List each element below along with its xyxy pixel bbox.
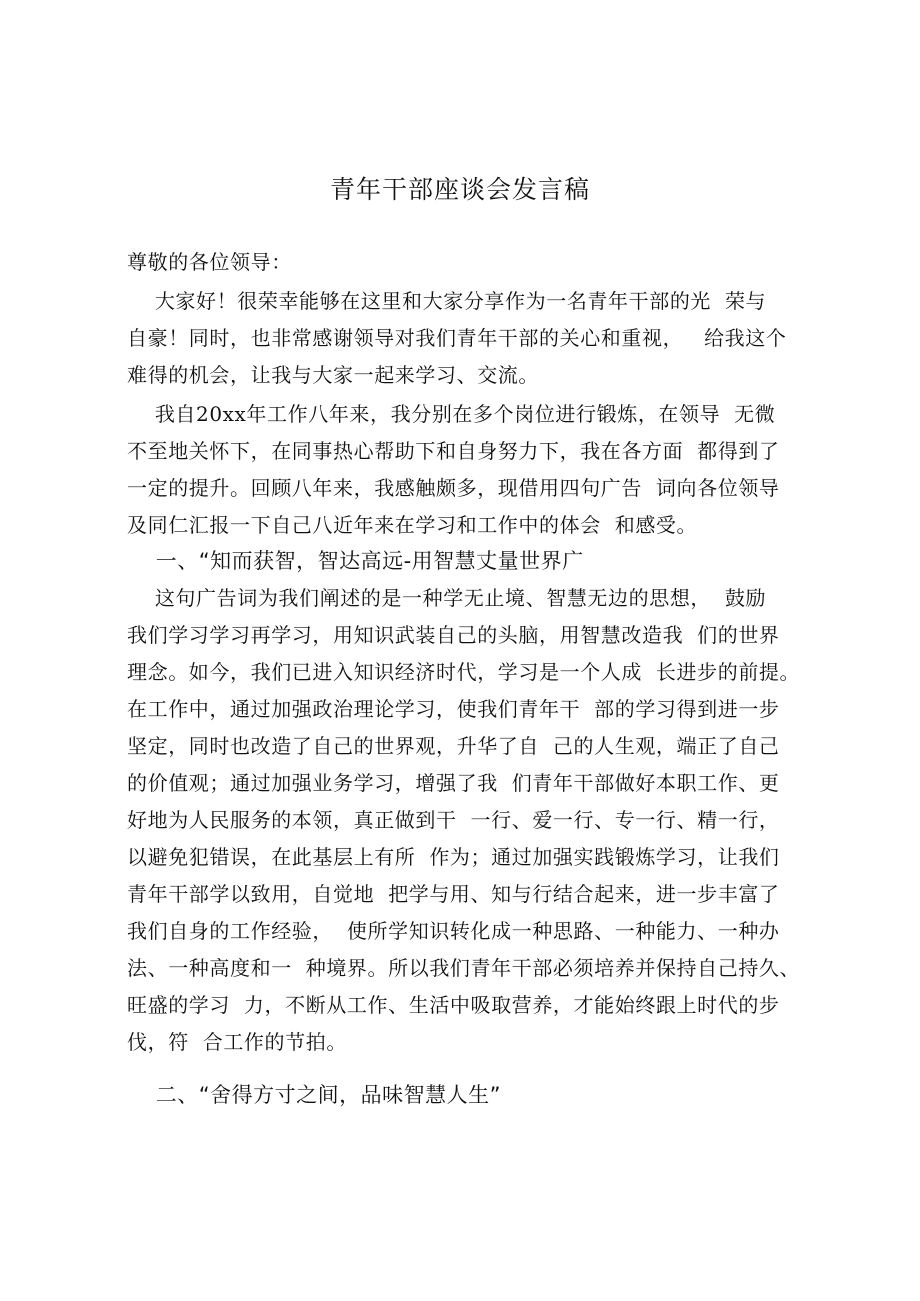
paragraph-line: 及同仁汇报一下自己八近年来在学习和工作中的体会 和感受。 [127, 513, 698, 537]
paragraph-line: 我们学习学习再学习，用知识武装自己的头脑，用智慧改造我 们的世界 [127, 623, 780, 647]
paragraph-line: 理念。如今，我们已进入知识经济时代，学习是一个人成 长进步的前提。 [127, 660, 801, 684]
paragraph-line: 法、一种高度和一 种境界。所以我们青年干部必须培养并保持自己持久、 [127, 956, 801, 980]
paragraph-line: 这句广告词为我们阐述的是一种学无止境、智慧无边的思想， 鼓励 [127, 586, 767, 610]
paragraph-line: 自豪！同时，也非常感谢领导对我们青年干部的关心和重视， 给我这个 [127, 326, 787, 350]
paragraph-line: 难得的机会，让我与大家一起来学习、交流。 [127, 363, 539, 387]
paragraph-line: 伐，符 合工作的节拍。 [127, 1030, 347, 1054]
paragraph-line: 青年干部学以致用，自觉地 把学与用、知与行结合起来，进一步丰富了 [127, 882, 780, 906]
paragraph-line: 旺盛的学习 力，不断从工作、生活中吸取营养，才能始终跟上时代的步 [127, 993, 780, 1017]
document-title: 青年干部座谈会发言稿 [329, 175, 590, 204]
section-heading: 二、“舍得方寸之间，品味智慧人生” [127, 1083, 501, 1107]
salutation: 尊敬的各位领导： [127, 250, 292, 274]
paragraph-line: 一定的提升。回顾八年来，我感触颇多，现借用四句广告 词向各位领导 [127, 476, 780, 500]
paragraph-line: 在工作中，通过加强政治理论学习，使我们青年干 部的学习得到进一步 [127, 697, 780, 721]
section-heading: 一、“知而获智，智达高远-用智慧丈量世界广 [127, 549, 584, 573]
paragraph-line: 好地为人民服务的本领，真正做到干 一行、爱一行、专一行、精一行， [127, 808, 780, 832]
paragraph-line: 我自20xx年工作八年来，我分别在多个岗位进行锻炼，在领导 无微 [127, 402, 776, 426]
paragraph-line: 的价值观；通过加强业务学习，增强了我 们青年干部做好本职工作、更 [127, 771, 780, 795]
paragraph-line: 我们自身的工作经验， 使所学知识转化成一种思路、一种能力、一种办 [127, 919, 780, 943]
paragraph-line: 不至地关怀下，在同事热心帮助下和自身努力下，我在各方面 都得到了 [127, 439, 780, 463]
paragraph-line: 坚定，同时也改造了自己的世界观，升华了自 己的人生观，端正了自己 [127, 734, 780, 758]
paragraph-line: 大家好！很荣幸能够在这里和大家分享作为一名青年干部的光 荣与 [127, 289, 767, 313]
paragraph-line: 以避免犯错误，在此基层上有所 作为；通过加强实践锻炼学习，让我们 [127, 845, 780, 869]
